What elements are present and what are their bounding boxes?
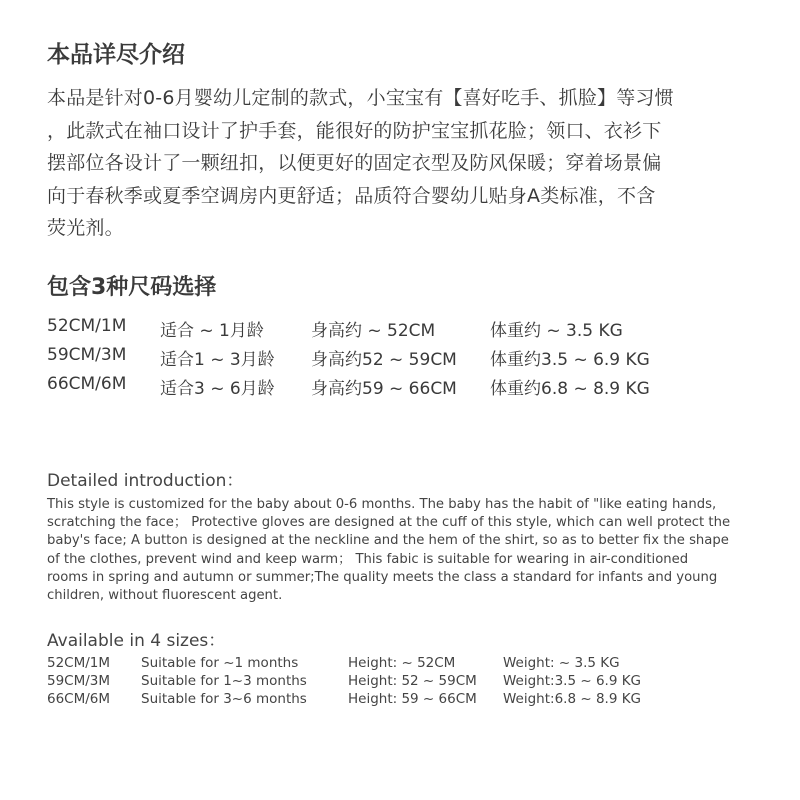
cn-sizes-title: 包含3种尺码选择 (47, 275, 217, 300)
en-section-title: Detailed introduction： (47, 471, 244, 491)
height-range: 身高约 ~ 52CM (311, 321, 436, 341)
en-size-row (47, 691, 747, 709)
en-size-table (47, 655, 747, 709)
height-range: Height: 52 ~ 59CM (348, 673, 477, 689)
cn-section-title: 本品详尽介绍 (47, 42, 185, 68)
cn-size-row (47, 374, 767, 403)
height-range: 身高约59 ~ 66CM (311, 379, 457, 399)
cn-description-line: 向于春秋季或夏季空调房内更舒适；品质符合婴幼儿贴身A类标准，不含 (47, 184, 656, 207)
age-range: 适合 ~ 1月龄 (160, 321, 264, 341)
cn-size-row (47, 345, 767, 374)
en-description-line: baby's face; A button is designed at the neckline and the hem of the shirt, so as to better fix the shape (47, 533, 729, 549)
size-label: 59CM/3M (47, 345, 127, 365)
size-label: 52CM/1M (47, 655, 111, 671)
height-range: Height: ~ 52CM (348, 655, 456, 671)
size-label: 59CM/3M (47, 673, 111, 689)
age-range: Suitable for 1~3 months (141, 673, 307, 689)
age-range: Suitable for ~1 months (141, 655, 299, 671)
size-label: 52CM/1M (47, 316, 127, 336)
weight-range: Weight: ~ 3.5 KG (503, 655, 620, 671)
cn-size-row (47, 316, 767, 345)
height-range: 身高约52 ~ 59CM (311, 350, 457, 370)
age-range: 适合1 ~ 3月龄 (160, 350, 275, 370)
age-range: Suitable for 3~6 months (141, 691, 307, 707)
age-range: 适合3 ~ 6月龄 (160, 379, 275, 399)
en-size-row (47, 673, 747, 691)
weight-range: 体重约 ~ 3.5 KG (490, 321, 623, 341)
weight-range: 体重约3.5 ~ 6.9 KG (490, 350, 650, 370)
cn-description-line: 本品是针对0-6月婴幼儿定制的款式，小宝宝有【喜好吃手、抓脸】等习惯 (47, 87, 674, 109)
cn-size-table (47, 316, 767, 403)
weight-range: Weight:3.5 ~ 6.9 KG (503, 673, 642, 689)
en-description-line: scratching the face； Protective gloves are designed at the cuff of this style, which can well protect the (47, 515, 731, 531)
en-size-row (47, 655, 747, 673)
height-range: Height: 59 ~ 66CM (348, 691, 477, 707)
size-label: 66CM/6M (47, 691, 111, 707)
weight-range: Weight:6.8 ~ 8.9 KG (503, 691, 642, 707)
cn-description-line: ，此款式在袖口设计了护手套，能很好的防护宝宝抓花脸；领口、衣衫下 (47, 119, 662, 142)
en-description-line: of the clothes, prevent wind and keep warm； This fabic is suitable for wearing in air-conditioned (47, 551, 689, 567)
en-description-line: This style is customized for the baby about 0-6 months. The baby has the habit of "like eating hands, (47, 497, 717, 512)
weight-range: 体重约6.8 ~ 8.9 KG (490, 379, 650, 399)
en-description-line: children, without fluorescent agent. (47, 588, 283, 604)
size-label: 66CM/6M (47, 374, 127, 394)
en-sizes-title: Available in 4 sizes： (47, 631, 226, 651)
cn-description (47, 82, 753, 245)
cn-description-line: 荧光剂。 (47, 217, 124, 239)
cn-description-line: 摆部位各设计了一颗纽扣，以便更好的固定衣型及防风保暖；穿着场景偏 (47, 152, 662, 174)
en-description-line: rooms in spring and autumn or summer;The quality meets the class a standard for infants and young (47, 569, 718, 585)
en-description (47, 496, 753, 605)
